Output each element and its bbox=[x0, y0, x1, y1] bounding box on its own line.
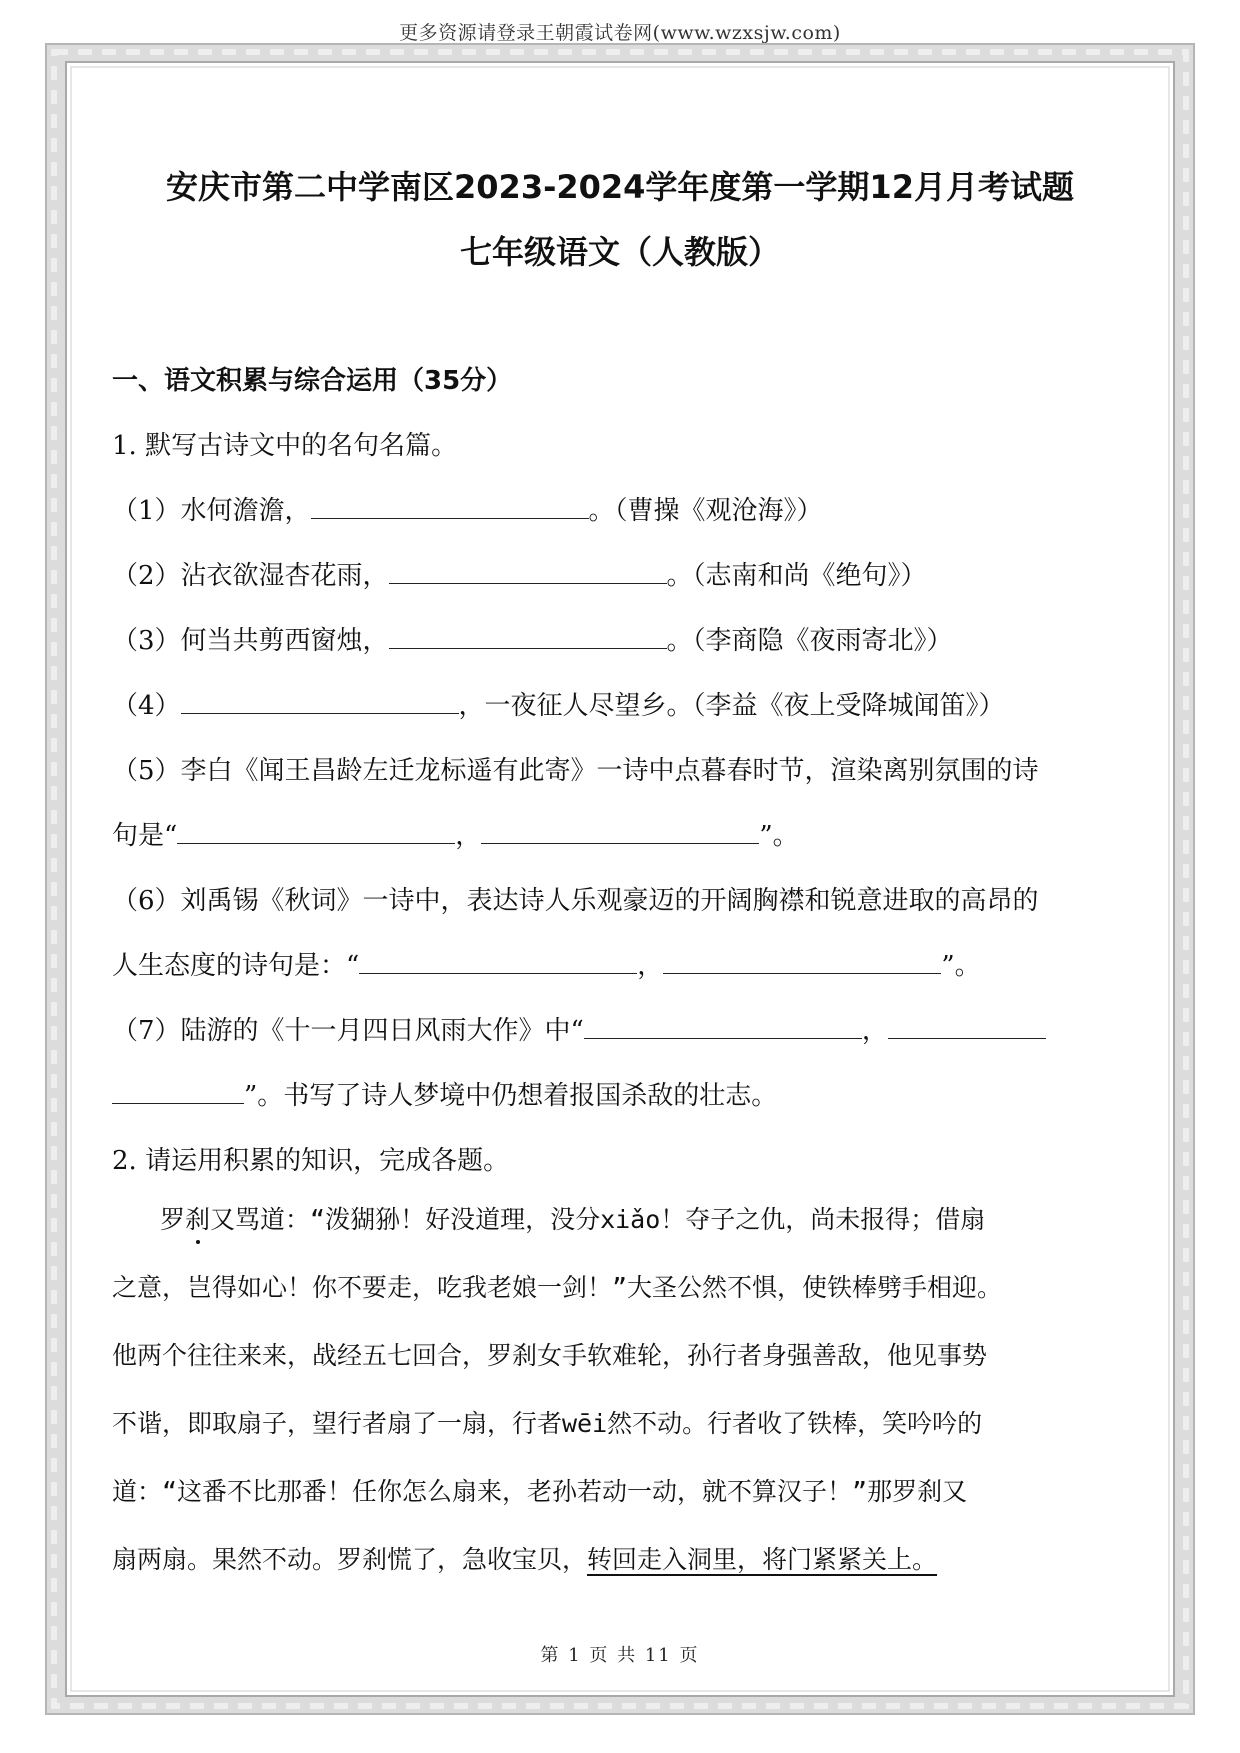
passage-text: 又骂道：“泼猢狲！好没道理，没分xiǎo！夺子之仇，尚未报得；借扇 bbox=[210, 1205, 986, 1234]
question-1-item-3 bbox=[112, 620, 953, 657]
item-suffix: 。（曹操《观沧海》） bbox=[588, 496, 823, 526]
answer-blank[interactable] bbox=[663, 951, 941, 974]
passage-line-5: 道：“这番不比那番！任你怎么扇来，老孙若动一动，就不算汉子！”那罗刹又 bbox=[112, 1477, 968, 1506]
item-suffix: 。（志南和尚《绝句》） bbox=[666, 561, 927, 591]
header-note: 更多资源请登录王朝霞试卷网(www.wzxsjw.com) bbox=[399, 22, 841, 44]
item-mid: ， bbox=[455, 821, 482, 851]
item-prefix: （4） bbox=[112, 691, 181, 721]
page-number: 第 1 页 共 11 页 bbox=[540, 1645, 700, 1666]
question-1-item-2 bbox=[112, 555, 927, 592]
answer-blank[interactable] bbox=[389, 561, 667, 584]
answer-blank[interactable] bbox=[584, 1016, 862, 1039]
exam-title: 安庆市第二中学南区2023-2024学年度第一学期12月月考试题 bbox=[166, 168, 1074, 206]
answer-blank[interactable] bbox=[481, 821, 759, 844]
answer-blank[interactable] bbox=[177, 821, 455, 844]
passage-line-1 bbox=[160, 1200, 985, 1236]
item-suffix: ，一夜征人尽望乡。（李益《夜上受降城闻笛》） bbox=[458, 691, 1005, 721]
item-suffix: 。（李商隐《夜雨寄北》） bbox=[666, 626, 953, 656]
item-prefix: （3）何当共剪西窗烛， bbox=[112, 626, 389, 656]
question-1-item-7-line-1 bbox=[112, 1010, 1046, 1047]
question-1-item-5-line-2 bbox=[112, 815, 799, 852]
question-1-stem: 1. 默写古诗文中的名句名篇。 bbox=[112, 431, 458, 461]
item-prefix: 人生态度的诗句是：“ bbox=[112, 951, 360, 981]
question-1-item-5-line-1: （5）李白《闻王昌龄左迁龙标遥有此寄》一诗中点暮春时节，渲染离别氛围的诗 bbox=[112, 756, 1039, 786]
answer-blank[interactable] bbox=[359, 951, 637, 974]
exam-subtitle: 七年级语文（人教版） bbox=[459, 233, 780, 271]
item-mid: ， bbox=[637, 951, 664, 981]
answer-blank[interactable] bbox=[389, 626, 667, 649]
answer-blank[interactable] bbox=[181, 691, 459, 714]
item-suffix: ”。书写了诗人梦境中仍想着报国杀敌的壮志。 bbox=[244, 1081, 778, 1111]
item-mid: ， bbox=[861, 1016, 888, 1046]
answer-blank[interactable] bbox=[112, 1081, 244, 1104]
answer-blank[interactable] bbox=[311, 496, 589, 519]
question-1-item-4 bbox=[112, 685, 1005, 722]
underlined-sentence: 转回走入洞里，将门紧紧关上。 bbox=[587, 1545, 938, 1574]
answer-blank[interactable] bbox=[888, 1016, 1046, 1039]
emphasized-char: 刹 bbox=[185, 1205, 211, 1234]
passage-text: 罗 bbox=[160, 1205, 186, 1234]
item-prefix: （7）陆游的《十一月四日风雨大作》中“ bbox=[112, 1016, 584, 1046]
passage-text: 扇两扇。果然不动。罗刹慌了，急收宝贝， bbox=[112, 1545, 588, 1574]
question-2-stem: 2. 请运用积累的知识，完成各题。 bbox=[112, 1146, 510, 1176]
question-1-item-7-line-2 bbox=[112, 1075, 777, 1112]
passage-line-4: 不谐，即取扇子，望行者扇了一扇，行者wēi然不动。行者收了铁棒，笑吟吟的 bbox=[112, 1409, 983, 1438]
question-1-item-6-line-2 bbox=[112, 945, 981, 982]
item-suffix: ”。 bbox=[759, 821, 799, 851]
item-prefix: （2）沾衣欲湿杏花雨， bbox=[112, 561, 389, 591]
item-suffix: ”。 bbox=[941, 951, 981, 981]
item-prefix: 句是“ bbox=[112, 821, 178, 851]
item-prefix: （1）水何澹澹， bbox=[112, 496, 311, 526]
passage-line-2: 之意，岂得如心！你不要走，吃我老娘一剑！”大圣公然不惧，使铁棒劈手相迎。 bbox=[112, 1273, 1003, 1302]
question-1-item-6-line-1: （6）刘禹锡《秋词》一诗中，表达诗人乐观豪迈的开阔胸襟和锐意进取的高昂的 bbox=[112, 886, 1039, 916]
section-heading: 一、语文积累与综合运用（35分） bbox=[112, 366, 513, 396]
passage-line-6 bbox=[112, 1540, 937, 1576]
question-1-item-1 bbox=[112, 490, 823, 527]
passage-line-3: 他两个往往来来，战经五七回合，罗刹女手软难轮，孙行者身强善敌，他见事势 bbox=[112, 1341, 988, 1370]
